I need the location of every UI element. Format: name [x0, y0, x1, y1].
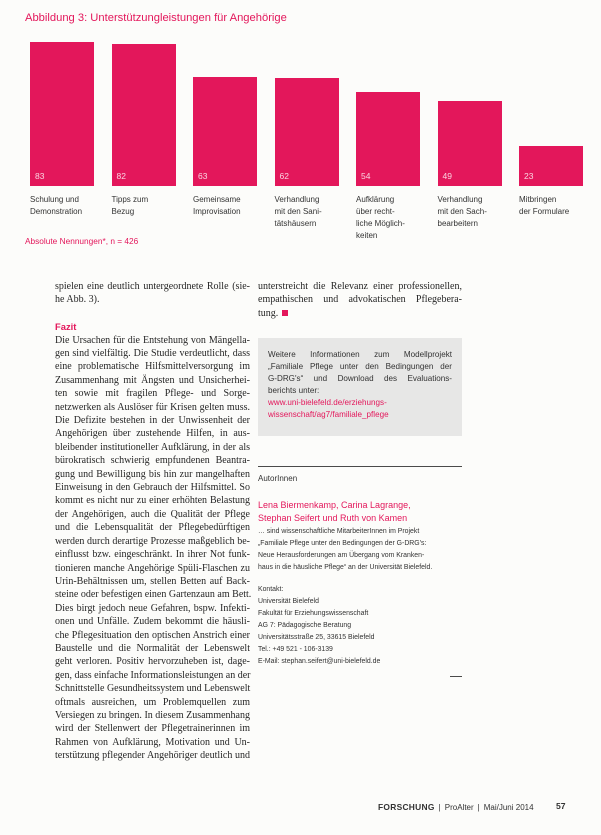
text-line: gen sind vielfältig. Die Studie verdeutlicht, dass: [55, 348, 250, 360]
info-line: Weitere Informationen zum Modellprojekt: [268, 350, 452, 359]
contact-line: Kontakt:: [258, 586, 284, 593]
author-description: [258, 526, 462, 574]
category-label: Schulung und Demonstration: [30, 195, 83, 216]
conclusion-text: [55, 334, 250, 763]
text-line: Zusammenhang mit Ängsten und Unsicherhei-: [55, 374, 250, 386]
info-box: [258, 338, 462, 436]
info-line: „Familiale Pflege unter den Bedingungen der: [268, 362, 452, 371]
text-line: haus in die häusliche Pflege“ an der Universität Bielefeld.: [258, 564, 433, 571]
footer-section: FORSCHUNG: [378, 802, 435, 812]
page-footer: [378, 802, 534, 812]
text-line: Baustelle und die Normalität der Lebenswelt: [55, 642, 250, 654]
text-line: Versiegen zu bringen. In diesem Zusammenhang: [55, 709, 250, 721]
right-column-text: [258, 280, 462, 320]
text-line: einflusst bzw. eingeschränkt. In ihrer Not funk-: [55, 549, 250, 561]
text-line: Rahmen von Aufklärung, Motivation und Un-: [55, 736, 250, 748]
text-line: „Familiale Pflege unter den Bedingungen der G-DRG's:: [258, 540, 427, 547]
info-box-text: [268, 349, 452, 397]
text-line: unterstreicht die Relevanz einer professionellen,: [258, 281, 462, 292]
text-line: empathischen und advokatischen Pflegebera-: [258, 294, 462, 306]
info-line: berichts unter:: [268, 386, 320, 395]
bar: [30, 42, 94, 186]
left-column: [55, 280, 250, 763]
text-line: Schnittstelle Gesundheitssystem und Lebenswelt: [55, 683, 251, 695]
text-line: bürokratisch schwierig empfundenen Beantra-: [55, 455, 250, 467]
link-line: www.uni-bielefeld.de/erziehungs-: [268, 398, 387, 407]
bar-value-label: 83: [35, 171, 45, 181]
category-label: Verhandlung mit den Sach- bearbeitern: [437, 195, 487, 228]
category-label: Aufklärung über recht- liche Möglich- keiten: [356, 195, 405, 240]
bar-value-label: 49: [442, 171, 452, 181]
page-number: 57: [556, 801, 566, 811]
footer-magazine: ProAlter: [444, 803, 474, 812]
contact-line: Universitätsstraße 25, 33615 Bielefeld: [258, 634, 375, 641]
author-names: [258, 499, 462, 524]
divider: [258, 466, 462, 467]
text-line: Urin-Behältnissen um, stellen Betten auf Back-: [55, 575, 250, 587]
right-column: [258, 280, 462, 320]
info-box-link: [268, 397, 452, 421]
text-line: bleibender institutioneller Aufklärung, in der als: [55, 441, 250, 453]
text-line: und die Lebensqualität der Pflegebedürftigen: [55, 522, 250, 534]
bar: [112, 44, 176, 186]
text-line: Dies birgt jedoch neue Gefahren, bspw. Infekti-: [55, 602, 250, 614]
paragraph-spacer: [55, 307, 250, 320]
intro-text: [55, 280, 250, 307]
text-line: Die Ursachen für die Entstehung von Mängella-: [55, 334, 250, 346]
text-line: der Angehörigen, auch die Qualität der Pflege: [55, 508, 250, 520]
chart-note: Absolute Nennungen*, n = 426: [25, 236, 139, 246]
bar-value-label: 23: [524, 171, 534, 181]
footer-issue: Mai/Juni 2014: [483, 803, 534, 812]
section-heading: Fazit: [55, 321, 77, 333]
text-line: che Pflegesituation den optischen Anstrich einer: [55, 629, 250, 641]
text-line: steine oder befestigen einen Gartenzaun am Bett.: [55, 589, 252, 601]
text-line: he Abb. 3).: [55, 294, 100, 306]
text-line: oftmals ausreichen, um Problemquellen zum: [55, 696, 250, 708]
text-line: Neue Herausforderungen am Übergang vom Kranken-: [258, 552, 425, 559]
bar: [193, 77, 257, 186]
text-line: spielen eine deutlich untergeordnete Rolle (sie-: [55, 281, 250, 292]
bar-value-label: 82: [116, 171, 126, 181]
author-contact: [258, 584, 462, 668]
text-line: terstützung pflegender Angehöriger deutlich und: [55, 750, 250, 762]
author-name-line: Stephan Seifert und Ruth von Kamen: [258, 512, 408, 523]
text-line: onen und Unfälle. Zudem bekommt die häusli-: [55, 616, 250, 628]
text-line: werden durch derartige Prozesse maßgeblich be-: [55, 535, 250, 547]
text-line: geht verloren. Positiv hervorzuheben ist, dage-: [55, 656, 250, 668]
contact-line: Universität Bielefeld: [258, 598, 319, 605]
text-line: Angehörigen über zustehende Hilfen, in aus-: [55, 428, 250, 440]
category-label: Mitbringen der Formulare: [519, 195, 570, 216]
chart-title: Abbildung 3: Unterstützungleistungen für Angehörige: [25, 12, 287, 24]
info-line: G-DRG's“ und Download des Evaluations-: [268, 374, 452, 383]
bar: [275, 78, 339, 186]
text-line: … sind wissenschaftliche MitarbeiterInnen im Projekt: [258, 528, 420, 535]
author-name-line: Lena Biermenkamp, Carina Lagrange,: [258, 500, 411, 510]
text-line: tionieren manche Angehörige Spüli-Flaschen zu: [55, 562, 250, 574]
authors-heading: AutorInnen: [258, 474, 298, 483]
text-line: gen, dass einfache Informationsleistungen an der: [55, 669, 251, 681]
bar-value-label: 63: [198, 171, 208, 181]
end-mark-icon: [282, 310, 288, 316]
link-line: wissenschaft/ag7/familiale_pflege: [268, 410, 389, 419]
end-rule: [450, 676, 462, 677]
text-line: ten sowie mit fragilen Pflege- und Sorge-: [55, 388, 250, 400]
bar-value-label: 62: [279, 171, 289, 181]
text-line: wird der Stellenwert der Pflegetrainerinnen im: [55, 723, 250, 735]
text-line: gung und Bewilligung bis hin zur mangelhaften: [55, 468, 250, 480]
category-label: Verhandlung mit den Sani- tätshäusern: [274, 195, 322, 228]
text-line: tung.: [258, 307, 462, 320]
category-label: Tipps zum Bezug: [111, 195, 149, 216]
text-line: kommt es nicht nur zu einer erhöhten Belastung: [55, 495, 250, 507]
text-line: netzwerken als Auslöser für Krisen gelten muss.: [55, 401, 250, 413]
category-label: Gemeinsame Improvisation: [193, 195, 241, 216]
contact-line: AG 7: Pädagogische Beratung: [258, 622, 352, 629]
footer-separator: |: [477, 803, 480, 812]
text-line: Einweisung in den Gebrauch der Hilfsmittel. So: [55, 482, 250, 494]
contact-line: Tel.: +49 521 - 106-3139: [258, 646, 333, 653]
bar-chart: [0, 0, 601, 262]
bar-value-label: 54: [361, 171, 371, 181]
text-line: eine problematische Hilfsmittelversorgung im: [55, 361, 250, 373]
contact-line: E-Mail: stephan.seifert@uni-bielefeld.de: [258, 658, 381, 665]
text-line: Die Defizite bestehen in der Unwissenheit der: [55, 415, 250, 427]
footer-separator: |: [438, 803, 441, 812]
contact-line: Fakultät für Erziehungswissenschaft: [258, 610, 369, 617]
